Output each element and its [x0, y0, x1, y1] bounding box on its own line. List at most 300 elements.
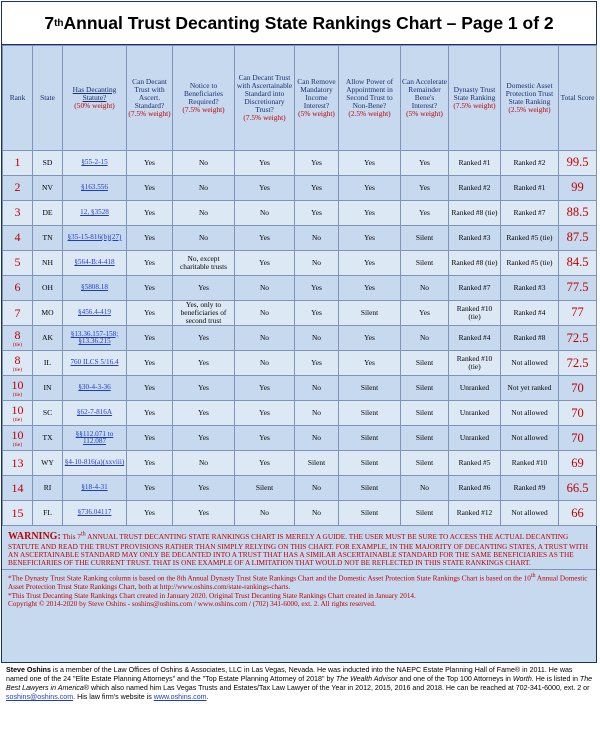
cell-discr: [235, 401, 295, 426]
cell-income-text: Silent: [307, 458, 326, 468]
cell-statute[interactable]: [63, 426, 127, 451]
cell-statute[interactable]: [63, 151, 127, 176]
column-header-label: Can Remove Mandatory Income Interest?: [297, 76, 336, 111]
cell-poa-text: Yes: [364, 207, 375, 217]
cell-poa-text: Silent: [360, 433, 379, 443]
cell-state-text: TN: [42, 232, 53, 242]
cell-score-text: 72.5: [566, 330, 589, 345]
cell-notice-text: No: [198, 232, 209, 242]
cell-notice-text: Yes: [198, 383, 209, 393]
cell-accel: [401, 201, 449, 226]
cell-income: [295, 351, 339, 376]
cell-poa-text: Yes: [364, 182, 375, 192]
cell-discr-text: No: [259, 207, 270, 217]
cell-discr-text: Yes: [259, 408, 270, 418]
cell-statute[interactable]: [63, 501, 127, 526]
website-link[interactable]: www.oshins.com: [153, 693, 207, 702]
cell-notice: [173, 276, 235, 301]
cell-dapt: [501, 301, 559, 326]
cell-statute-text: §35-15-816(b)(27): [67, 233, 122, 242]
cell-dapt-text: Not allowed: [511, 508, 548, 518]
cell-state-text: TX: [42, 433, 53, 443]
cell-dapt: [501, 451, 559, 476]
cell-income: [295, 226, 339, 251]
cell-ascert: [127, 501, 173, 526]
cell-discr-text: Yes: [259, 383, 270, 393]
cell-state-text: IN: [43, 383, 52, 393]
cell-statute-text: 12, §3528: [80, 208, 109, 217]
cell-poa: [339, 451, 401, 476]
cell-ascert-text: Yes: [144, 458, 155, 468]
cell-discr-text: Yes: [259, 433, 270, 443]
table-row: [3, 401, 597, 426]
cell-income-text: Yes: [311, 207, 322, 217]
cell-poa-text: Yes: [364, 282, 375, 292]
cell-income: [295, 401, 339, 426]
bio-text-1: is a member of the Law Offices of Oshins & Associates, LLC in Las Vegas, Nevada. He was inducted into the NAEPC Estate Planning Hall of Fame® in 2011. He was named one of the 24 "Elite Estate Planning Attorneys" and the "Top Estate Planning Attorney of 2018" by: [6, 666, 573, 684]
cell-state-text: NV: [42, 182, 53, 192]
bio-text-2: and one of the Top 100 Attorneys in: [397, 675, 513, 684]
cell-statute-text: §30-4-3-36: [78, 383, 111, 392]
cell-poa: [339, 301, 401, 326]
cell-accel: [401, 326, 449, 351]
cell-ascert: [127, 476, 173, 501]
title-sup: th: [54, 17, 64, 29]
cell-notice-text: Yes, only to beneficiaries of second trust: [180, 300, 227, 326]
cell-poa: [339, 226, 401, 251]
note-1-sup: th: [530, 573, 536, 580]
cell-ascert: [127, 276, 173, 301]
email-link[interactable]: soshins@oshins.com: [6, 693, 74, 702]
cell-state: [33, 276, 63, 301]
column-header: [63, 46, 127, 151]
cell-dynasty: [449, 176, 501, 201]
cell-notice-text: Yes: [198, 358, 209, 368]
cell-income: [295, 201, 339, 226]
cell-poa-text: Silent: [360, 308, 379, 318]
cell-poa: [339, 351, 401, 376]
cell-statute-text: §163.556: [81, 183, 108, 192]
table-row: [3, 301, 597, 326]
cell-state: [33, 376, 63, 401]
cell-poa-text: Yes: [364, 157, 375, 167]
cell-dapt-text: Ranked #4: [513, 308, 546, 318]
column-header-weight: (7.5% weight): [182, 105, 225, 115]
cell-state: [33, 251, 63, 276]
cell-income: [295, 276, 339, 301]
tie-marker: (tie): [12, 416, 23, 423]
cell-rank-text: 14: [11, 480, 24, 495]
cell-discr-text: No: [259, 282, 270, 292]
cell-discr-text: No: [259, 508, 270, 518]
cell-rank-text: 10: [11, 427, 24, 442]
rankings-chart: [1, 1, 597, 663]
cell-accel-text: Silent: [415, 232, 434, 242]
column-header-weight: (2.5% weight): [508, 105, 551, 115]
cell-statute[interactable]: [63, 451, 127, 476]
cell-ascert-text: Yes: [144, 232, 155, 242]
cell-state-text: IL: [43, 358, 52, 368]
chart-title: [2, 2, 596, 45]
cell-ascert: [127, 301, 173, 326]
cell-discr-text: Yes: [259, 458, 270, 468]
cell-accel: [401, 301, 449, 326]
cell-dapt: [501, 376, 559, 401]
cell-rank-text: 5: [14, 255, 21, 270]
cell-income: [295, 501, 339, 526]
title-post: Annual Trust Decanting State Rankings Chart – Page 1 of 2: [63, 12, 554, 33]
cell-state-text: FL: [43, 508, 52, 518]
bio-italic-1: The Wealth Advisor: [335, 675, 398, 684]
cell-ascert-text: Yes: [144, 483, 155, 493]
cell-ascert-text: Yes: [144, 383, 155, 393]
cell-statute[interactable]: [63, 351, 127, 376]
cell-rank-text: 10: [11, 377, 24, 392]
column-header-label: Has Decanting Statute?: [72, 84, 117, 102]
cell-rank-text: 3: [14, 205, 21, 220]
cell-income-text: No: [311, 433, 322, 443]
cell-score-text: 72.5: [566, 355, 589, 370]
bio-italic-2: Worth: [512, 675, 532, 684]
cell-discr: [235, 426, 295, 451]
cell-score: [559, 476, 597, 501]
cell-income: [295, 301, 339, 326]
cell-rank-text: 13: [11, 455, 24, 470]
tie-marker: (tie): [12, 341, 23, 348]
cell-poa: [339, 326, 401, 351]
cell-statute-text: §456.4-419: [78, 308, 111, 317]
cell-dynasty: [449, 351, 501, 376]
cell-accel: [401, 501, 449, 526]
cell-income-text: No: [311, 257, 322, 267]
table-row: [3, 426, 597, 451]
cell-score: [559, 226, 597, 251]
note-1b: Annual Domestic Asset Protection Trust State Rankings Chart, both at http://www.oshins.com/state-rankings-charts.: [8, 574, 588, 592]
cell-notice-text: No: [198, 458, 209, 468]
warning-text: ANNUAL TRUST DECANTING STATE RANKINGS CHART IS MERELY A GUIDE. THE USER MUST BE SURE TO ACCESS THE ACTUAL DECANTING STATUTE AND READ THE TRUST PROVISIONS RATHER THAN SIMPLY RELYING ON THIS CHART. FOR EXAMPLE, IN THE MAJORITY OF DECANTING STATES, A TRUST WITH AN ASCERTAINABLE STANDARD MAY ONLY BE DECANTED INTO A TRUST THAT HAS A SIMILAR ASCERTAINABLE STANDARD FOR THE SAME BENEFICIARIES AS THE BENEFICIARIES OF THE CURRENT TRUST. THAT IS ONE EXAMPLE OF A LIMITATION THAT WOULD NOT BE REFLECTED IN THIS STATE RANKINGS CHART.: [8, 532, 589, 567]
cell-statute[interactable]: [63, 326, 127, 351]
cell-notice-text: No: [198, 182, 209, 192]
cell-ascert-text: Yes: [144, 257, 155, 267]
cell-score-text: 70: [571, 405, 584, 420]
cell-rank: [3, 426, 33, 451]
warning-sup: th: [80, 532, 86, 538]
cell-ascert: [127, 376, 173, 401]
cell-accel: [401, 426, 449, 451]
cell-statute-text: §55-2-15: [81, 158, 108, 167]
table-body: [3, 151, 597, 526]
cell-accel-text: Yes: [419, 182, 430, 192]
cell-state-text: AK: [42, 333, 53, 343]
cell-poa: [339, 276, 401, 301]
cell-rank: [3, 151, 33, 176]
cell-dapt-text: Ranked #7: [513, 207, 546, 217]
cell-discr: [235, 476, 295, 501]
cell-statute[interactable]: [63, 401, 127, 426]
column-header: [449, 46, 501, 151]
cell-dynasty: [449, 451, 501, 476]
cell-statute[interactable]: [63, 176, 127, 201]
cell-notice: [173, 176, 235, 201]
cell-statute-text: §564-B:4-418: [74, 258, 115, 267]
cell-accel: [401, 276, 449, 301]
column-header-label: Domestic Asset Protection Trust State Ranking: [505, 80, 554, 106]
cell-discr-text: Yes: [259, 232, 270, 242]
cell-accel-text: No: [419, 483, 430, 493]
cell-dapt: [501, 476, 559, 501]
cell-score: [559, 451, 597, 476]
cell-accel-text: Silent: [415, 508, 434, 518]
cell-dapt: [501, 226, 559, 251]
cell-rank-text: 4: [14, 230, 21, 245]
cell-score-text: 70: [571, 430, 584, 445]
cell-score-text: 87.5: [566, 230, 589, 245]
cell-dapt-text: Not allowed: [511, 358, 548, 368]
column-header-label: Notice to Beneficiaries Required?: [184, 80, 223, 106]
cell-rank: [3, 176, 33, 201]
cell-score-text: 66: [571, 505, 584, 520]
column-header: [127, 46, 173, 151]
cell-accel-text: Silent: [415, 408, 434, 418]
tie-marker: (tie): [12, 366, 23, 373]
cell-score-text: 70: [571, 380, 584, 395]
table-row: [3, 251, 597, 276]
cell-dapt: [501, 176, 559, 201]
cell-income-text: No: [311, 232, 322, 242]
cell-dynasty-text: Ranked #10 (tie): [456, 354, 493, 372]
column-header-label: Dynasty Trust State Ranking: [453, 84, 496, 102]
cell-income: [295, 426, 339, 451]
cell-dapt-text: Ranked #3: [513, 282, 546, 292]
cell-income-text: No: [311, 408, 322, 418]
cell-ascert: [127, 426, 173, 451]
cell-score: [559, 501, 597, 526]
bio-text-4: ® which also named him Las Vegas Trusts and Estates/Tax Law Lawyer of the Year in 2012, 2015, 2016 and 2018. He can be reached at 702-341-6000, ext. 2 or: [83, 684, 590, 693]
cell-notice: [173, 401, 235, 426]
cell-notice: [173, 201, 235, 226]
cell-dapt-text: Ranked #5 (tie): [506, 232, 553, 242]
tie-marker: (tie): [12, 441, 23, 448]
cell-ascert: [127, 201, 173, 226]
cell-accel: [401, 451, 449, 476]
note-1: [8, 573, 590, 592]
cell-score: [559, 326, 597, 351]
cell-score-text: 99.5: [566, 155, 589, 170]
cell-state: [33, 426, 63, 451]
cell-ascert: [127, 401, 173, 426]
bio-text-5: . His law firm's website is: [73, 693, 154, 702]
cell-poa-text: Yes: [364, 358, 375, 368]
author-name: Steve Oshins: [6, 666, 51, 674]
cell-poa: [339, 201, 401, 226]
cell-dapt-text: Ranked #9: [513, 483, 546, 493]
cell-ascert-text: Yes: [144, 207, 155, 217]
table-row: [3, 501, 597, 526]
cell-income: [295, 326, 339, 351]
column-header-label: Allow Power of Appointment in Second Trust to Non-Bene?: [345, 76, 394, 111]
cell-ascert: [127, 351, 173, 376]
cell-accel: [401, 376, 449, 401]
cell-statute-text: §62-7-816A: [76, 408, 113, 417]
cell-score: [559, 376, 597, 401]
cell-notice: [173, 301, 235, 326]
cell-statute-text: §4-10-816(a)(xxviii): [64, 458, 125, 467]
cell-ascert: [127, 326, 173, 351]
table-row: [3, 451, 597, 476]
cell-state: [33, 201, 63, 226]
cell-dapt-text: Not yet ranked: [507, 383, 552, 393]
cell-notice-text: No, except charitable trusts: [180, 253, 227, 271]
cell-rank: [3, 276, 33, 301]
cell-state: [33, 326, 63, 351]
bio-text-6: .: [206, 693, 209, 702]
copyright-note: Copyright © 2014-2020 by Steve Oshins - soshins@oshins.com / www.oshins.com / (702) 341-6000, ext. 2. All rights reserved.: [8, 600, 376, 609]
cell-rank-text: 15: [11, 505, 24, 520]
cell-notice: [173, 226, 235, 251]
cell-dynasty: [449, 276, 501, 301]
cell-dapt-text: Ranked #1: [513, 182, 546, 192]
cell-income: [295, 451, 339, 476]
cell-accel-text: Yes: [419, 157, 430, 167]
cell-ascert-text: Yes: [144, 358, 155, 368]
cell-dapt-text: Not allowed: [511, 408, 548, 418]
cell-statute-text: §5808.18: [81, 283, 108, 292]
cell-poa: [339, 476, 401, 501]
cell-poa-text: Silent: [360, 408, 379, 418]
cell-state-text: WY: [41, 458, 54, 468]
cell-score-text: 77.5: [566, 280, 589, 295]
note-1a: *The Dynasty Trust State Ranking column is based on the 8th Annual Dynasty Trust State Rankings Chart and the Domestic Asset Protection State Rankings Chart is based on the 10: [8, 574, 531, 583]
cell-rank: [3, 376, 33, 401]
cell-ascert-text: Yes: [144, 182, 155, 192]
column-header-label: Rank: [9, 92, 26, 102]
cell-accel: [401, 251, 449, 276]
warning-label: WARNING:: [8, 531, 61, 543]
cell-poa: [339, 251, 401, 276]
cell-accel-text: Silent: [415, 383, 434, 393]
cell-state: [33, 301, 63, 326]
cell-statute[interactable]: [63, 276, 127, 301]
cell-discr: [235, 151, 295, 176]
cell-accel: [401, 401, 449, 426]
cell-dynasty: [449, 476, 501, 501]
cell-dynasty: [449, 226, 501, 251]
warning-box: [2, 526, 596, 570]
cell-ascert: [127, 151, 173, 176]
cell-accel-text: Yes: [419, 308, 430, 318]
column-header: [33, 46, 63, 151]
cell-statute-text: §736.04117: [77, 508, 112, 517]
cell-statute[interactable]: [63, 226, 127, 251]
cell-poa: [339, 401, 401, 426]
cell-dynasty: [449, 401, 501, 426]
cell-dynasty: [449, 326, 501, 351]
cell-dynasty-text: Ranked #8 (tie): [451, 257, 498, 267]
cell-rank-text: 8: [14, 327, 21, 342]
cell-poa: [339, 501, 401, 526]
cell-income-text: Yes: [311, 308, 322, 318]
cell-rank-text: 8: [14, 352, 21, 367]
cell-statute[interactable]: [63, 251, 127, 276]
warning-pre: This 7: [60, 532, 81, 542]
cell-notice-text: Yes: [198, 333, 209, 343]
cell-score: [559, 301, 597, 326]
cell-state: [33, 501, 63, 526]
cell-rank: [3, 301, 33, 326]
cell-state: [33, 476, 63, 501]
cell-accel-text: No: [419, 282, 430, 292]
cell-ascert: [127, 251, 173, 276]
column-header-label: Total Score: [560, 92, 595, 102]
cell-discr: [235, 226, 295, 251]
notes-box: [2, 570, 596, 612]
cell-rank-text: 2: [14, 180, 21, 195]
cell-discr: [235, 201, 295, 226]
header-row: [3, 46, 597, 151]
cell-accel-text: Silent: [415, 433, 434, 443]
cell-statute[interactable]: [63, 301, 127, 326]
table-row: [3, 476, 597, 501]
cell-accel-text: Silent: [415, 257, 434, 267]
cell-notice: [173, 451, 235, 476]
cell-ascert: [127, 226, 173, 251]
cell-rank: [3, 226, 33, 251]
bio-italic-3: The Best Lawyers in America: [6, 675, 593, 693]
cell-discr: [235, 501, 295, 526]
cell-statute-text: 760 ILCS 5/16.4: [70, 358, 119, 367]
cell-income-text: No: [311, 333, 322, 343]
cell-accel-text: No: [419, 333, 430, 343]
cell-score: [559, 251, 597, 276]
column-header: [501, 46, 559, 151]
cell-poa-text: Silent: [360, 508, 379, 518]
column-header: [295, 46, 339, 151]
column-header-label: Can Accelerate Remainder Bene's Interest?: [402, 76, 447, 111]
cell-dynasty-text: Ranked #3: [458, 232, 491, 242]
cell-score: [559, 401, 597, 426]
cell-dynasty-text: Ranked #1: [458, 157, 491, 167]
cell-statute[interactable]: [63, 476, 127, 501]
cell-poa: [339, 151, 401, 176]
cell-discr-text: Yes: [259, 182, 270, 192]
column-header: [559, 46, 597, 151]
column-header-weight: (50% weight): [74, 101, 115, 111]
cell-ascert-text: Yes: [144, 157, 155, 167]
cell-income-text: Yes: [311, 182, 322, 192]
cell-rank: [3, 326, 33, 351]
cell-income-text: No: [311, 383, 322, 393]
cell-statute[interactable]: [63, 201, 127, 226]
cell-dapt: [501, 151, 559, 176]
cell-accel-text: Yes: [419, 207, 430, 217]
cell-ascert-text: Yes: [144, 508, 155, 518]
cell-rank: [3, 251, 33, 276]
cell-notice-text: No: [198, 157, 209, 167]
cell-state-text: OH: [42, 282, 53, 292]
cell-income-text: Yes: [311, 282, 322, 292]
cell-rank-text: 10: [11, 402, 24, 417]
cell-score-text: 99: [571, 180, 584, 195]
cell-dapt-text: Ranked #10: [511, 458, 548, 468]
cell-score-text: 84.5: [566, 255, 589, 270]
column-header-weight: (7.5% weight): [243, 113, 286, 123]
table-row: [3, 201, 597, 226]
cell-statute[interactable]: [63, 376, 127, 401]
cell-income-text: No: [311, 508, 322, 518]
cell-accel-text: Silent: [415, 358, 434, 368]
cell-state-text: RI: [43, 483, 52, 493]
column-header: [401, 46, 449, 151]
